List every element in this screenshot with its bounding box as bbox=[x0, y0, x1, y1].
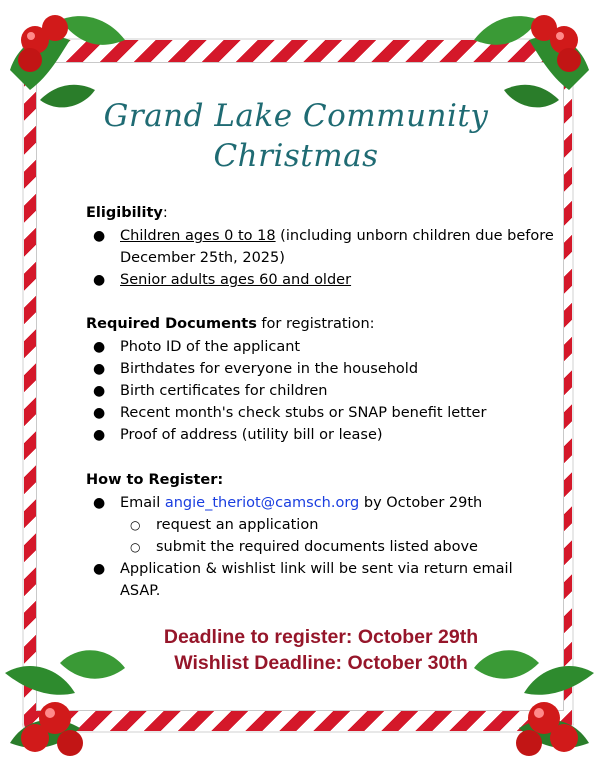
documents-section bbox=[86, 314, 556, 446]
eligibility-section bbox=[86, 203, 556, 291]
list-item: ● Photo ID of the applicant bbox=[86, 336, 556, 358]
list-item: ● Children ages 0 to 18 (including unborn children due before December 25th, 2025) bbox=[86, 225, 556, 269]
documents-heading: Required Documents for registration: bbox=[86, 316, 375, 332]
eligibility-heading: Eligibility: bbox=[86, 205, 168, 221]
list-item: ● Proof of address (utility bill or lease) bbox=[86, 424, 556, 446]
list-item: ● Senior adults ages 60 and older bbox=[86, 269, 556, 291]
list-item: ● Email angie_theriot@camsch.org by October 29th ○ request an application ○ submit the required documents listed above bbox=[86, 492, 556, 558]
bullet-icon: ● bbox=[93, 561, 106, 577]
list-item: ● Application & wishlist link will be sent via return email ASAP. bbox=[86, 558, 556, 602]
title-line-2: Christmas bbox=[213, 138, 379, 174]
list-item: ● Birth certificates for children bbox=[86, 380, 556, 402]
title-line-1: Grand Lake Community bbox=[103, 98, 489, 134]
register-deadline: Deadline to register: October 29th bbox=[163, 626, 479, 648]
bullet-icon: ● bbox=[93, 427, 106, 443]
email-link[interactable]: angie_theriot@camsch.org bbox=[164, 495, 360, 511]
flyer-content bbox=[86, 88, 556, 674]
register-heading: How to Register: bbox=[86, 472, 224, 488]
bullet-icon: ● bbox=[93, 361, 106, 377]
sub-bullet-icon: ○ bbox=[130, 540, 141, 554]
bullet-icon: ● bbox=[93, 495, 106, 511]
list-item: ● Birthdates for everyone in the household bbox=[86, 358, 556, 380]
register-section bbox=[86, 470, 556, 602]
page-title bbox=[46, 96, 546, 176]
list-item: ● Recent month's check stubs or SNAP benefit letter bbox=[86, 402, 556, 424]
sub-list-item: ○ request an application bbox=[120, 514, 556, 536]
sub-bullet-icon: ○ bbox=[130, 518, 141, 532]
sub-list-item: ○ submit the required documents listed above bbox=[120, 536, 556, 558]
bullet-icon: ● bbox=[93, 339, 106, 355]
bullet-icon: ● bbox=[93, 272, 106, 288]
wishlist-deadline: Wishlist Deadline: October 30th bbox=[174, 652, 468, 674]
bullet-icon: ● bbox=[93, 228, 106, 244]
bullet-icon: ● bbox=[93, 383, 106, 399]
bullet-icon: ● bbox=[93, 405, 106, 421]
deadlines bbox=[86, 624, 556, 676]
